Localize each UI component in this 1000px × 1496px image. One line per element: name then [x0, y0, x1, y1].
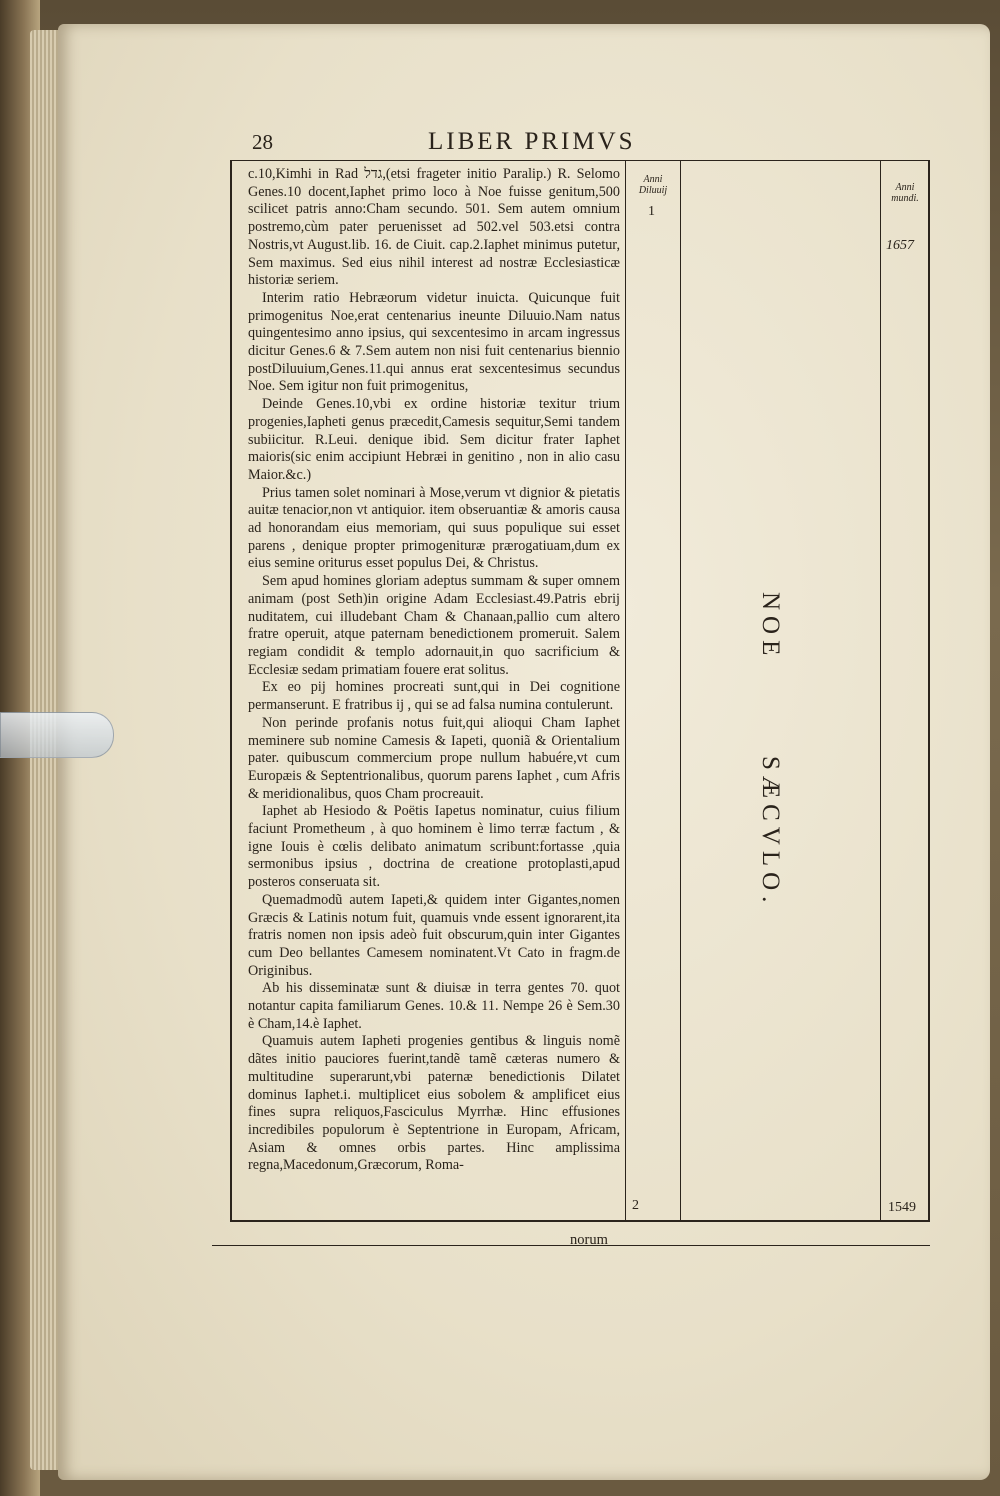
year-start-right: 1657 [886, 238, 914, 253]
paragraph: Iaphet ab Hesiodo & Poëtis Iapetus nominatur, cuius filium faciunt Prometheum , à quo hominem è limo terræ factum , & igne Iouis è cœlis delibato animatum scribunt:fortasse ,quia sermonibus ipsius , doctrina de creatione protoplasti,apud posteros conseruata sit. [248, 803, 620, 891]
side-heading-left: Anni Diluuij [638, 174, 668, 196]
paragraph: Ex eo pij homines procreati sunt,qui in Dei cognitione permanserunt. E fratribus ij , qui se ad falsa numina contulerunt. [248, 679, 620, 714]
vertical-title-noe: NOE [757, 592, 784, 662]
paragraph: c.10,Kimhi in Rad גדל,(etsi frageter initio Paralip.) R. Selomo Genes.10 docent,Iaphet primo loco à Noe fuisse genitum,500 scilicet patris anno:Cham secundo. 501. Sem autem omnium postremo,cùm pater peruenisset ad 502.vel 503.etsi contra Nostris,vt August.lib. 16. de Ciuit. cap.2.Iaphet minimus putetur, Sem maximus. Sed eius nihil interest ad nostræ Ecclesiasticæ historiæ seriem. [248, 166, 620, 289]
paragraph: Non perinde profanis notus fuit,qui alioqui Cham Iaphet meminere sub nomine Camesis & Iapeti, quoniã & Orientalium pater. quibuscum commercium prope nullum habuére,vt cum Europæis & Septentrionalibus, quorum parens Iaphet , cum Afris & meridionalibus, quos Cham procreauit. [248, 714, 620, 802]
paragraph: Interim ratio Hebræorum videtur inuicta. Quicunque fuit primogenitus Noe,erat centenarius ineunte Diluuio.Nam natus quingentesimo anno ipsius, qui sexcentesimo in arcam ingressus dicitur Genes.6 & 7.Sem autem non nisi fuit centenarius biennio postDiluuium,Genes.11.qui annus erat sexcentesimus secundus Noe. Sem igitur non fuit primogenitus, [248, 289, 620, 395]
column-rule-1 [625, 160, 626, 1220]
catchword: norum [570, 1232, 608, 1248]
paragraph: Prius tamen solet nominari à Mose,verum vt dignior & pietatis auitæ tenacior,non vt antiquior. item obseruantiæ & amoris causa ad honorandam eius memoriam, qui suus populique sui esset parens , denique propter primogenituræ prærogatiuam,dum ex eius semine oriturus esset populus Dei, & Christus. [248, 484, 620, 572]
running-head: LIBER PRIMVS [428, 128, 636, 155]
page-number: 28 [252, 130, 273, 154]
paragraph: Deinde Genes.10,vbi ex ordine historiæ texitur trium progenies,Iapheti genus præcedit,Camesis sequitur,Semi tandem subiicitur. R.Leui. denique ibid. Sem dicitur frater Iaphet maioris(sic enim accipiunt Hebræi in genitino , non in alio casu Maior.&c.) [248, 396, 620, 483]
vertical-title-saeculo: SÆCVLO. [757, 756, 784, 909]
body-text [248, 166, 620, 1226]
column-rule-2 [680, 160, 681, 1220]
paragraph: Quamuis autem Iapheti progenies gentibus & linguis nomẽ dãtes initio pauciores fuerint,tandẽ tamẽ cæteras numero & multitudine superarunt,vbi paternæ benedictionis Dilatet dominus Iaphet.i. multiplicet eius sobolem & amplificet eius fines supra reliquos,Fasciculus Myrrhæ. Hinc effusiones incredibiles populorum è Septentrione in Europam, Africam, Asiam & omnes orbis partes. Hinc amplissima regna,Macedonum,Græcorum, Roma- [248, 1033, 620, 1174]
paragraph: Ab his disseminatæ sunt & diuisæ in terra gentes 70. quot notantur capita familiarum Genes. 10.& 11. Nempe 26 è Sem.30 è Cham,14.è Iaphet. [248, 980, 620, 1032]
year-end-right: 1549 [888, 1200, 916, 1215]
paragraph: Quemadmodũ autem Iapeti,& quidem inter Gigantes,nomen Græcis & Latinis notum fuit, quamuis vnde essent ignorarent,ita fratris nomen non ipsis adeò fuit obscurum,quin inter Gigantes cum Deo bellantes Camesem nominatent.Vt Cato in fragm.de Originibus. [248, 891, 620, 979]
side-heading-right: Anni mundi. [891, 182, 919, 204]
plastic-clip [0, 712, 114, 758]
paragraph: Sem apud homines gloriam adeptus summam & super omnem animam (post Seth)in origine Adam Ecclesiast.49.Patris ebrij nuditatem, cui illudebant Cham & Chanaan,pallio cum altero fratre operuit, atque paternam benedictionem promeruit. Salem regiam condidit & templo adornauit,in quo sacrificium & Ecclesiæ sedam primatiam fouere erat solitus. [248, 573, 620, 678]
year-start-left: 1 [648, 204, 655, 219]
column-rule-3 [880, 160, 881, 1220]
year-end-left: 2 [632, 1198, 639, 1213]
